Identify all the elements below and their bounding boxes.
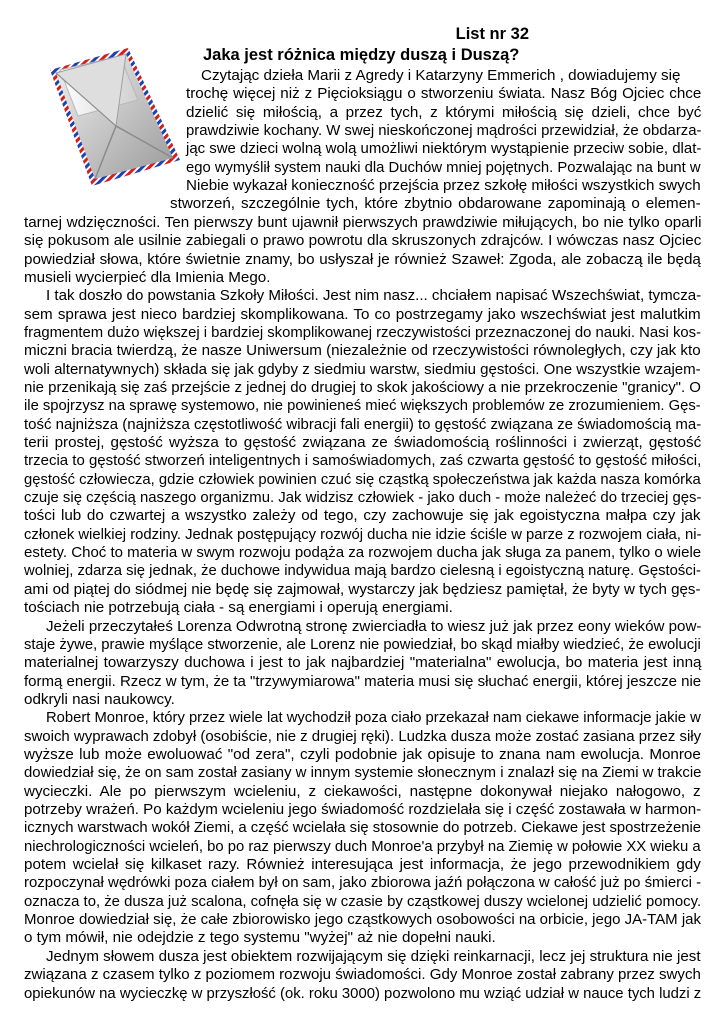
text-line: formą energii. Rzecz w tym, że ta "trzywymiarowa" materia musi się słuchać energii, której jeszcze nie	[24, 672, 702, 690]
text-line: gęstość człowieczа, gdzie człowiek powinien czuć się cząstką społeczeństwa jak każda nasza komórka	[24, 470, 701, 488]
text-line: potem wcielał się kilkaset razy. Również interesująca jest informacja, że jego przewodnikiem gdy	[24, 856, 701, 874]
text-line: dowiedział się, że on sam został zasiany w innym systemie słonecznym i znalazł się na Ziemi w trakcie	[24, 764, 702, 782]
text-line: Monroe dowiedział się, że całe zbiorowisko jego cząstkowych osobowości na orbicie, jego JA-TAM jak	[24, 911, 701, 929]
text-line: Jeżeli przeczytałeś Lorenza Odwrotną stronę zwierciadła to wiesz już jak przez eony wieków pow-	[46, 617, 702, 635]
text-line: icznych warstwach wokół Ziemi, a część wcielała się stosownie do potrzeb. Ciekawe jest spostrzeżenie	[24, 819, 702, 837]
text-line: o tym mówił, nie odejdzie z tego systemu "wyżej" aż nie dopełni nauki.	[24, 929, 496, 947]
text-line: stworzeń, szczególnie tych, które zbytnio obdarowane zapominają o elemen-	[170, 195, 701, 213]
text-line: związana z czasem tylko z poziomem rozwoju świadomości. Gdy Monroe został zabrany przez swych	[24, 966, 701, 984]
text-line: czuje się częścią naszego organizmu. Jak widzisz człowiek - jako duch - może należeć do trzeciej gęs-	[24, 489, 702, 507]
text-line: potrzeby wrażeń. Po każdym wcieleniu jego świadomość rozdzielała się i część zostawała w harmon-	[24, 801, 702, 818]
text-line: się pokusom ale usilnie zabiegali o prawo powrotu dla skruszonych zdrajców. I wówczas nasz Ojciec	[24, 232, 702, 250]
text-line: Niebie wykazał konieczność przejścia przez szkołę miłości wszystkich swych	[186, 177, 701, 195]
text-line: ile spojrzysz na sprawę systemowo, nie powinieneś mieć większych problemów ze zrozumieniem. Gęs-	[24, 397, 701, 415]
text-line: dzielić się miłością, a przez tych, z którymi miłością się dzieli, chce być	[186, 103, 702, 121]
text-line: Robert Monroe, który przez wiele lat wychodził poza ciało przekazał nam ciekawe informacje jakie w	[46, 709, 701, 727]
text-line: miczni bracia twierdzą, że nasze Uniwersum (niezależnie od rzeczywistości równoległych, czy jak kto	[24, 342, 701, 360]
text-line: I tak doszło do powstania Szkoły Miłości. Jest nim nasz... chciałem napisać Wszechświat, tymcza-	[46, 287, 702, 305]
text-line: trzecia to gęstość stworzeń inteligentnych i samoświadomych, zaś czwarta gęstość to gęstość miłości,	[24, 452, 702, 470]
text-line: sem sprawa jest nieco bardziej skomplikowana. To co postrzegamy jako wszechświat jest malutkim	[24, 305, 701, 323]
text-line: trochę więcej niż z Pięcioksiągu o stworzeniu świata. Nasz Bóg Ojciec chce	[186, 85, 702, 103]
text-line: tarnej wdzięczności. Ten pierwszy bunt ujawnił pierwszych prawdziwie miłujących, bo nie tylko oparli	[24, 213, 702, 231]
envelope-icon	[20, 40, 190, 190]
text-line: oznacza to, że dusza już scalona, cofnęła się w czasie by cząstkowej duszy wcielonej udzielić pomocy.	[24, 892, 702, 910]
text-line: Czytając dzieła Marii z Agredy i Katarzyny Emmerich , dowiadujemy się	[201, 67, 681, 84]
text-line: terii prostej, gęstość wyższa to gęstość związana ze świadomością roślinności i zwierząt, gęstość	[24, 434, 702, 451]
text-line: opiekunów na wycieczkę w przyszłość (ok. roku 3000) pozwolono mu wziąć udział w nauce tych ludzi z	[24, 984, 702, 1002]
text-line: członek wielkiej rodziny. Jednak postępujący rozwój ducha nie idzie ściśle w parze z rozwojem ciała, ni-	[24, 525, 702, 543]
text-line: niechrologiczności wcieleń, bo po raz pierwszy duch Monroe'a przybył na Ziemię w połowie XX wieku a	[24, 837, 701, 855]
text-line: woli alternatywnych) składa się jak gdyby z siedmiu warstw, siedmiu gęstości. One wszystkie wzajem-	[24, 360, 701, 378]
text-line: tościach nie potrzebują ciała - są energiami i operują energiami.	[24, 599, 453, 617]
text-line: fragmentem dużo większej i bardziej skomplikowanej rzeczywistości przeznaczonej do nauki. Nasi kos-	[24, 323, 702, 341]
text-line: powiedział słowa, które świetnie znamy, bo usłyszał je również Szaweł: Zgoda, ale zobaczą ile będą	[24, 250, 701, 268]
text-line: ami od piątej do siódmej nie będę się zajmował, wystarczy jak będziesz pamiętał, że byty w tych gęs-	[24, 580, 701, 598]
text-line: swoich wyprawach zdobył (osobiście, nie z drugiej ręki). Ludzka dusza może zostać zasiana przez siły	[24, 727, 702, 745]
text-line: tość najniższa (najniższa częstotliwość wibracji fali energii) to gęstość związana ze świadomością ma-	[24, 415, 702, 433]
text-line: jąc swe dzieci wolną wolą umożliwi niektórym wystąpienie przeciw sobie, dlat-	[186, 140, 702, 158]
letter-number: List nr 32	[455, 25, 529, 43]
text-line: materialnej towarzyszy duchowa i jest to jak najbardziej "materialna" ewolucja, bo materia jest inną	[24, 654, 702, 672]
text-line: wolniej, zdarza się jednak, że duchowe indywidua mają bardzo cielesną i egoistyczną naturę. Gęstości-	[24, 562, 701, 580]
text-line: staje żywe, prawie myślące stworzenie, ale Lorenz nie powiedział, bo skąd miałby wiedzieć, że ewolucji	[24, 635, 701, 653]
text-line: prawdziwie kochany. W swej nieskończonej mądrości przewidział, że obdarza-	[186, 122, 702, 140]
text-line: Jednym słowem dusza jest obiektem rozwijającym się dzięki reinkarnacji, lecz jej struktura nie jest	[46, 947, 701, 965]
text-line: wyższe lub może ewoluować "od zera", czyli podobnie jak opisuje to znana nam ewolucja. Monroe	[24, 745, 701, 763]
text-line: nie przenikają się zaś przejście z jednej do drugiej to skok jakościowy a nie przekroczenie "granicy". O	[24, 378, 701, 396]
text-line: wycieczki. Ale po pierwszym wcieleniu, z ciekawości, następne dokonywał niejako nałogowo, z	[24, 782, 701, 800]
text-line: odkryli nasi naukowcy.	[24, 690, 175, 708]
letter-title: Jaka jest różnica między duszą i Duszą?	[203, 46, 520, 64]
text-line: tości lub do czwartej a wszystko zależy od tego, czy zachowuje się jak egoistyczna małpa czy jak	[24, 507, 701, 525]
text-line: rozpoczynał wędrówki poza ciałem był on sam, jako zbiorowa jaźń połączona w całość już po śmierci -	[24, 874, 702, 892]
text-line: estety. Choć to materia w swym rozwoju podąża za rozwojem ducha jak sługa za panem, tylko o wiele	[24, 544, 702, 562]
text-line: musieli wycierpieć dla Imienia Mego.	[24, 268, 271, 286]
text-line: ego wymyślił system nauki dla Duchów mniej pojętnych. Pozwalając na bunt w	[186, 158, 701, 176]
